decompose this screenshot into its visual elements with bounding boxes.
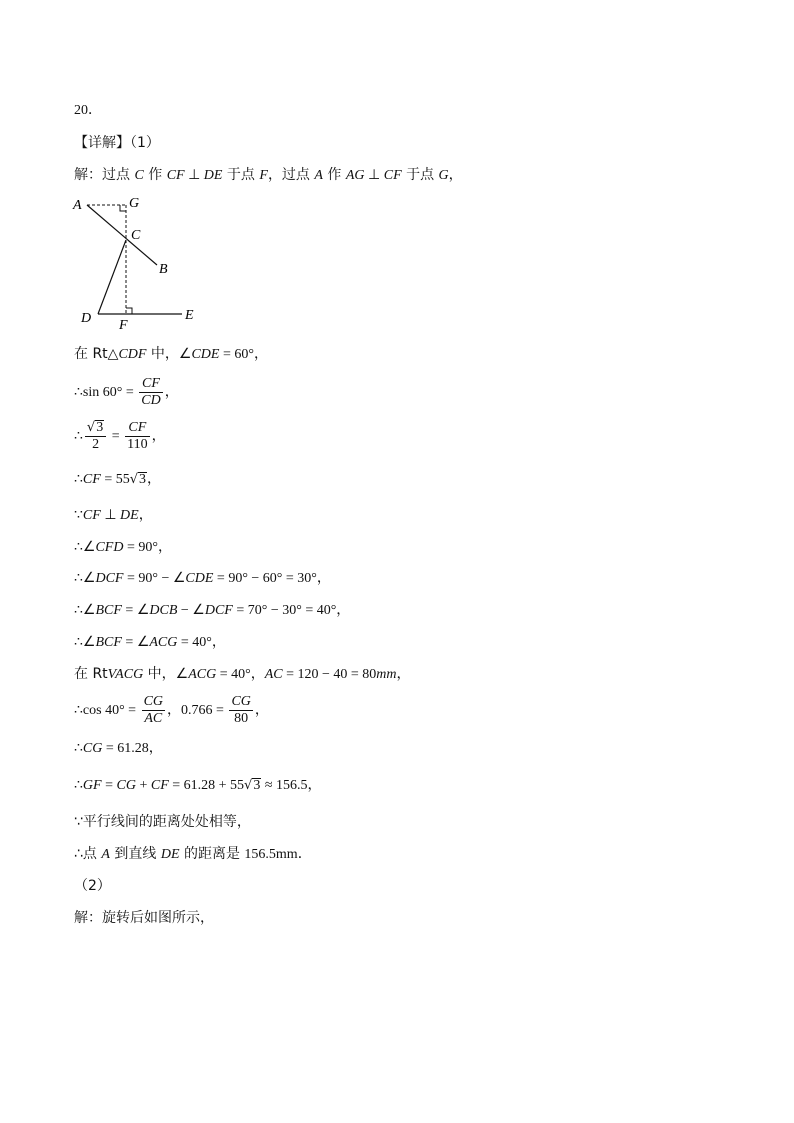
- problem-number: 20．: [74, 103, 102, 118]
- label-a: A: [73, 198, 82, 213]
- segment-dc: [98, 240, 126, 314]
- fraction-cg-ac: $\frac{CG}{AC}$: [143, 693, 164, 726]
- label-b: B: [159, 262, 168, 277]
- fraction-cg-80: $\frac{CG}{80}$: [231, 693, 251, 726]
- part-2-intro: 解：旋转后如图所示，: [74, 910, 214, 926]
- intro-line: 解：过点 C 作 CF ⊥ DE 于点 F，过点 A 作 AG ⊥ CF 于点 G，: [74, 167, 463, 183]
- part-2-label: （2）: [74, 878, 111, 894]
- fraction-cf-110: $\frac{CF}{110}$: [127, 419, 148, 452]
- step-3: ∴ $\frac{√3}{2}$ = $\frac{CF}{110}$ ，: [74, 419, 166, 452]
- step-15: ∴点 A 到直线 DE 的距离是 156.5mm．: [74, 846, 312, 862]
- label-d: D: [81, 311, 92, 326]
- step-6: ∴∠CFD = 90°，: [74, 540, 172, 555]
- section-label: 【详解】（1）: [74, 135, 160, 151]
- fraction-cf-cd: $\frac{CF}{CD}$: [141, 375, 161, 408]
- geometry-figure: [70, 192, 210, 332]
- step-11: ∴cos 40° = $\frac{CG}{AC}$ ，0.766 = $\frac{CG}{80}$ ，: [74, 693, 269, 726]
- right-angle-mark-g: [120, 205, 126, 211]
- step-10: 在 RtVACG 中，∠ACG = 40°，AC = 120 − 40 = 80mm，: [74, 666, 411, 682]
- label-c: C: [131, 228, 141, 243]
- step-13: ∴GF = CG + CF = 61.28 + 55√3 ≈ 156.5，: [74, 778, 322, 793]
- step-5: ∵CF ⊥ DE，: [74, 508, 153, 523]
- step-1: 在 Rt△CDF 中，∠CDE = 60°，: [74, 346, 268, 362]
- step-4: ∴CF = 55√3，: [74, 472, 162, 487]
- label-e: E: [185, 308, 194, 323]
- label-f: F: [119, 318, 128, 332]
- step-9: ∴∠BCF = ∠ACG = 40°，: [74, 635, 226, 650]
- right-angle-mark-f: [126, 308, 132, 314]
- fraction-sqrt3-2: $\frac{√3}{2}$: [85, 420, 106, 453]
- step-14: ∵平行线间的距离处处相等，: [74, 814, 251, 830]
- step-7: ∴∠DCF = 90° − ∠CDE = 90° − 60° = 30°，: [74, 571, 331, 586]
- step-8: ∴∠BCF = ∠DCB − ∠DCF = 70° − 30° = 40°，: [74, 603, 351, 618]
- step-12: ∴CG = 61.28，: [74, 741, 163, 756]
- step-2: ∴sin 60° = $\frac{CF}{CD}$ ，: [74, 375, 179, 408]
- segment-ab: [87, 205, 157, 265]
- label-g: G: [129, 196, 140, 211]
